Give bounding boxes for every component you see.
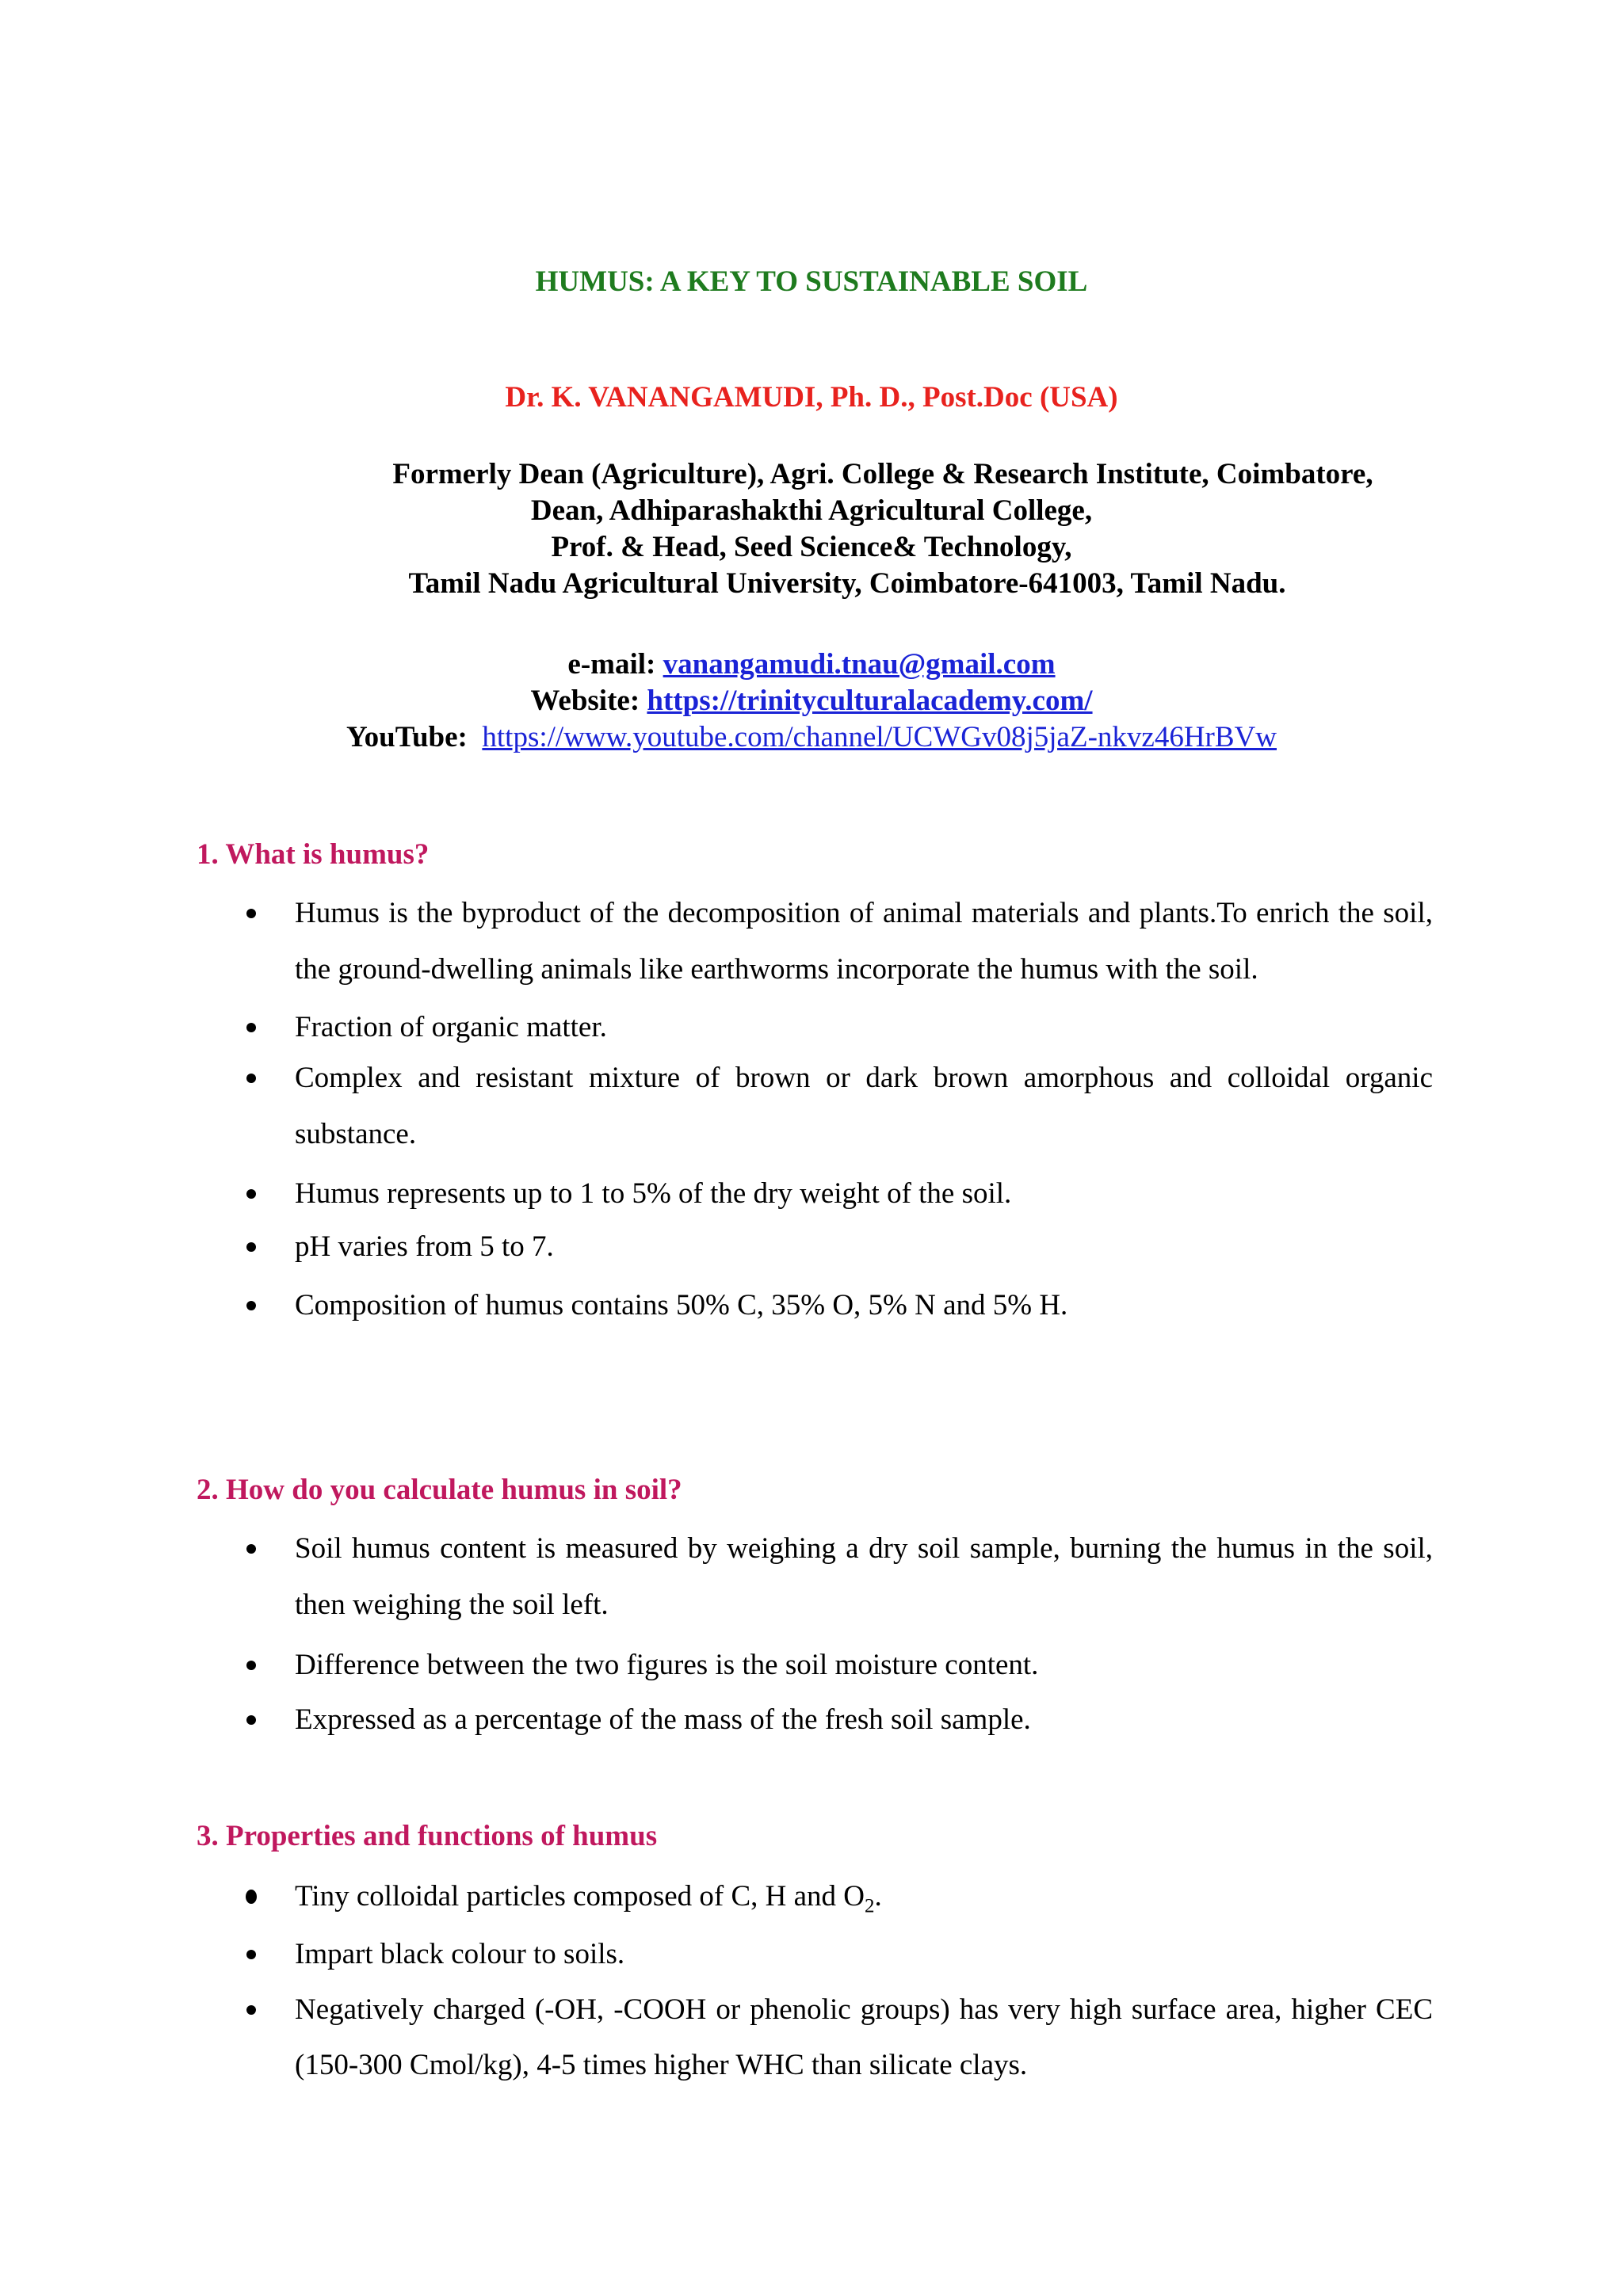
section-calculate-humus (197, 1471, 1433, 1750)
section-heading: 2. How do you calculate humus in soil? (197, 1474, 682, 1506)
list-item: Humus represents up to 1 to 5% of the dry weight of the soil. (197, 1170, 1433, 1218)
list-item: Fraction of organic matter. (197, 1005, 1433, 1050)
section-what-is-humus (197, 836, 1433, 1335)
bullet-list (197, 1867, 1433, 2093)
bullet-icon (246, 885, 257, 941)
affiliation-line: Dean, Adhiparashakthi Agricultural College, (530, 494, 1093, 527)
youtube-row (0, 719, 1623, 756)
email-label: e-mail: (567, 648, 656, 681)
list-item: Impart black colour to soils. (197, 1927, 1433, 1982)
list-item: pH varies from 5 to 7. (197, 1218, 1433, 1276)
bullet-icon (246, 1050, 257, 1106)
section-properties-functions (197, 1817, 1433, 2093)
affiliation-line: Formerly Dean (Agriculture), Agri. College & Research Institute, Coimbatore, (392, 458, 1373, 490)
bullet-icon (246, 1520, 257, 1577)
section-heading: 3. Properties and functions of humus (197, 1820, 658, 1852)
list-item: Expressed as a percentage of the mass of the fresh soil sample. (197, 1690, 1433, 1750)
list-item: Negatively charged (-OH, -COOH or phenolic groups) has very high surface area, higher CEC (150-300 Cmol/kg), 4-5 times higher WHC than silicate clays. (197, 1982, 1433, 2093)
website-row (0, 683, 1623, 719)
bullet-list (197, 885, 1433, 1335)
list-item: Tiny colloidal particles composed of C, H and $O_2$. (197, 1867, 1433, 1927)
document-title: HUMUS: A KEY TO SUSTAINABLE SOIL (535, 265, 1088, 298)
bullet-icon (246, 1641, 257, 1690)
contact-block (0, 646, 1623, 756)
bullet-icon (246, 1927, 257, 1982)
affiliation-line: Prof. & Head, Seed Science& Technology, (551, 531, 1072, 563)
list-item: Humus is the byproduct of the decomposition of animal materials and plants.To enrich the soil, the ground-dwelling animals like earthworms incorporate the humus with the soil. (197, 885, 1433, 997)
list-item: Soil humus content is measured by weighing a dry soil sample, burning the humus in the soil, then weighing the soil left. (197, 1520, 1433, 1633)
section-heading: 1. What is humus? (197, 838, 430, 871)
bullet-icon (246, 1982, 257, 2038)
bullet-icon (246, 1276, 257, 1335)
email-link[interactable]: vanangamudi.tnau@gmail.com (663, 648, 1056, 681)
author-name: Dr. K. VANANGAMUDI, Ph. D., Post.Doc (USA) (505, 381, 1118, 414)
bullet-icon (246, 1170, 257, 1218)
youtube-label: YouTube: (346, 721, 468, 753)
list-item: Composition of humus contains 50% C, 35% O, 5% N and 5% H. (197, 1276, 1433, 1335)
list-item: Difference between the two figures is the soil moisture content. (197, 1641, 1433, 1690)
list-item: Complex and resistant mixture of brown or dark brown amorphous and colloidal organic substance. (197, 1050, 1433, 1162)
bullet-icon (246, 1867, 257, 1927)
affiliation-block (0, 456, 1623, 602)
website-label: Website: (530, 685, 640, 717)
youtube-link[interactable]: https://www.youtube.com/channel/UCWGv08j5jaZ-nkvz46HrBVw (482, 721, 1277, 753)
bullet-icon (246, 1005, 257, 1050)
affiliation-line: Tamil Nadu Agricultural University, Coimbatore-641003, Tamil Nadu. (408, 567, 1286, 600)
bullet-icon (246, 1690, 257, 1750)
website-link[interactable]: https://trinityculturalacademy.com/ (647, 685, 1093, 717)
bullet-icon (246, 1218, 257, 1276)
email-row (0, 646, 1623, 683)
bullet-list (197, 1520, 1433, 1750)
